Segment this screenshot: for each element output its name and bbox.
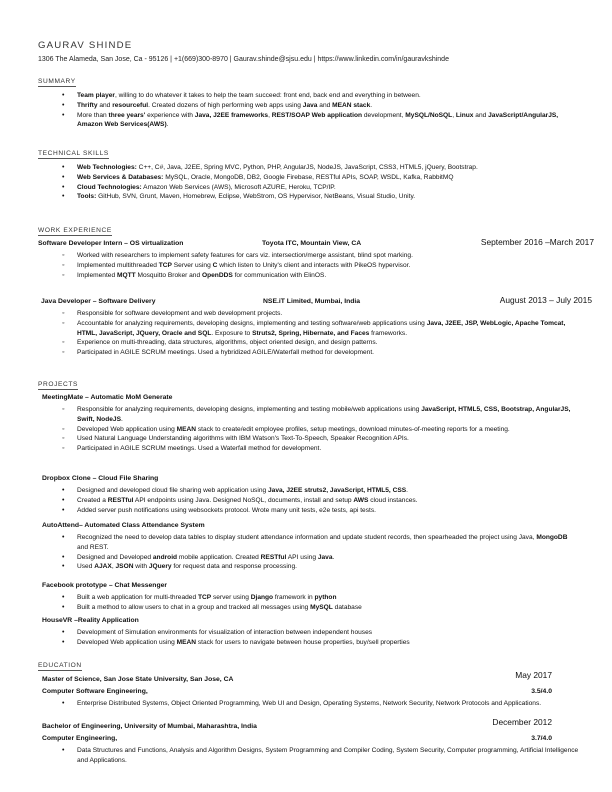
degree-major: Computer Engineering,	[42, 735, 118, 742]
project-bullets	[60, 593, 580, 613]
text-segment: and	[317, 101, 333, 109]
bold-segment: Team player	[77, 92, 115, 99]
project-title: AutoAttend– Automated Class Attendance System	[42, 522, 205, 529]
text-segment: stack for users to navigate between house properties, buy/sell properties	[196, 638, 410, 646]
job-company: Toyota ITC, Mountain View, CA	[262, 240, 362, 247]
text-segment: which listen to Unity's client and interacts with PikeOS hypervisor.	[217, 261, 411, 269]
text-segment: mobile application. Created	[177, 553, 261, 561]
bold-segment: MySQL	[310, 603, 333, 611]
summary-item	[60, 111, 580, 131]
project-item	[60, 603, 580, 613]
degree-major: Computer Software Engineering,	[42, 688, 148, 695]
degree-gpa: 3.7/4.0	[531, 735, 552, 742]
project-item	[60, 593, 580, 603]
text-segment: database	[332, 603, 362, 611]
bold-segment: JSON	[115, 563, 134, 571]
bold-segment: Java, J2EE struts2, JavaScript, HTML5, CSS	[267, 487, 407, 494]
text-segment: Used	[77, 563, 95, 571]
project-item	[60, 638, 580, 648]
project-item	[60, 434, 580, 444]
text-segment: framework in	[273, 594, 315, 601]
skill-text: GitHub, SVN, Grunt, Maven, Homebrew, Eclipse, WebStrom, OS Hypervisor, NetBeans, Visual Studio, Unity.	[96, 193, 416, 201]
text-segment: Designed and developed cloud file sharing web application using	[77, 487, 268, 494]
text-segment: Built a web application for multi-threaded	[77, 594, 198, 601]
bold-segment: Linux	[455, 111, 474, 119]
degree-date: December 2012	[492, 717, 552, 727]
job-duty	[60, 319, 580, 339]
major-row	[42, 735, 552, 742]
coursework-item: • Enterprise Distributed Systems, Object Oriented Programming, Web UI and Design, Operating Systems, Network Security, Network Protocols and Applications.	[60, 699, 580, 709]
bold-segment: Java, J2EE frameworks	[194, 111, 269, 119]
text-segment: Implemented	[77, 271, 117, 279]
degree-gpa: 3.5/4.0	[531, 688, 552, 695]
bold-segment: Java, J2EE, JSP, WebLogic, Apache Tomcat, HTML, JavaScript, JQuery, Oracle and SQL	[77, 319, 566, 337]
project-bullets	[60, 628, 580, 648]
project-item	[60, 562, 580, 572]
bold-segment: MEAN stack	[332, 101, 371, 109]
skill-text: Amazon Web Services (AWS), Microsoft AZURE, Heroku, TCP/IP.	[141, 183, 336, 191]
bold-segment: RESTful	[107, 496, 134, 504]
text-segment: Worked with researchers to implement safety features for cars viz. intersection/merge assistant, blind spot marking.	[77, 252, 413, 259]
text-segment: Mosquitto Broker and	[135, 271, 202, 279]
text-segment: Participated in AGILE SCRUM meetings. Used a hybridized AGILE/Waterfall method for development.	[77, 349, 374, 357]
degree-name: Bachelor of Engineering, University of Mumbai, Maharashtra, India	[42, 723, 257, 730]
summary-item	[60, 91, 580, 101]
bold-segment: MEAN	[176, 425, 197, 433]
job-date: August 2013 – July 2015	[499, 295, 592, 305]
job-duties	[60, 251, 580, 280]
contact-line: 1306 The Alameda, San Jose, Ca - 95126 | +1(669)300-8970 | Gaurav.shinde@sjsu.edu | https://www.linkedin.com/in/gauravkshinde	[38, 56, 449, 63]
job-company: NSE.iT Limited, Mumbai, India	[263, 298, 361, 305]
project-title: MeetingMate – Automatic MoM Generate	[42, 394, 173, 401]
bold-segment: AWS	[353, 496, 369, 504]
bold-segment: MongoDB	[536, 534, 568, 541]
text-segment: and REST.	[77, 543, 109, 551]
text-segment: Implemented multithreaded	[77, 261, 159, 269]
project-title: HouseVR –Reality Application	[42, 617, 139, 624]
text-segment: Server using	[171, 261, 213, 269]
job-duty	[60, 338, 580, 348]
project-item	[60, 444, 580, 454]
text-segment: Added server push notifications using websockets protocol. Wrote many unit tests, e2e tests, api tests.	[77, 506, 376, 514]
skill-label: Web Technologies:	[77, 164, 137, 171]
job-duty	[60, 348, 580, 358]
bold-segment: Java	[317, 553, 333, 561]
text-segment: ,	[268, 111, 272, 119]
coursework-list	[60, 699, 580, 709]
text-segment: frameworks.	[369, 329, 408, 337]
text-segment: for communication with ElinOS.	[232, 271, 327, 279]
job-duty	[60, 309, 580, 319]
skill-text: MySQL, Oracle, MongoDB, DB2, Google Firebase, RESTful APIs, SOAP, WSDL, Kafka, RabbitMQ	[163, 173, 454, 181]
project-item	[60, 506, 580, 516]
bold-segment: TCP	[158, 261, 172, 269]
skill-item	[60, 183, 580, 193]
bold-segment: OpenDDS	[201, 271, 233, 279]
project-item	[60, 553, 580, 563]
job-duties	[60, 309, 580, 358]
text-segment: , willing to do whatever it takes to help the team succeed: front end, back end and everything in between.	[115, 92, 421, 99]
text-segment: and	[97, 101, 113, 109]
bold-segment: MQTT	[116, 271, 136, 279]
bold-segment: Struts2, Spring, Hibernate, and Faces	[252, 329, 370, 337]
text-segment: Responsible for software development and web development projects.	[77, 310, 283, 317]
degree-name: Master of Science, San Jose State University, San Jose, CA	[42, 676, 234, 683]
text-segment: Accountable for analyzing requirements, developing designs, implementing and testing software/web applications using	[77, 319, 427, 327]
bold-segment: MySQL/NoSQL	[405, 111, 453, 119]
section-title-skills: TECHNICAL SKILLS	[38, 150, 109, 157]
bold-segment: TCP	[197, 594, 212, 601]
bold-segment: REST/SOAP Web application	[271, 111, 363, 119]
text-segment: .	[370, 101, 373, 109]
text-segment: ,	[111, 563, 116, 571]
text-segment: API using	[286, 553, 318, 561]
project-title: Facebook prototype – Chat Messenger	[42, 582, 168, 589]
text-segment: More than	[77, 111, 109, 119]
text-segment: . Exposure to	[211, 329, 253, 337]
text-segment: Developed Web application using	[77, 425, 177, 433]
bold-segment: JQuery	[148, 563, 172, 571]
bold-segment: MEAN	[176, 638, 197, 646]
text-segment: Development of Simulation environments for visualization of interaction between independent houses	[77, 629, 373, 636]
skill-label: Tools:	[77, 193, 97, 201]
bold-segment: three years'	[108, 111, 146, 119]
text-segment: stack to create/edit employee profiles, setup meetings, download minutes-of-meeting reports for a meeting.	[196, 425, 510, 433]
skill-item	[60, 173, 580, 183]
skills-list	[60, 163, 580, 202]
text-segment: experience with	[145, 111, 195, 119]
skill-item	[60, 163, 580, 173]
bold-segment: C	[212, 261, 218, 269]
candidate-name: GAURAV SHINDE	[38, 40, 133, 51]
job-role: Java Developer – Software Delivery	[41, 298, 156, 305]
text-segment: Built a method to allow users to chat in a group and tracked all messages using	[77, 603, 311, 611]
text-segment: ,	[452, 111, 456, 119]
skill-label: Web Services & Databases:	[77, 173, 164, 181]
job-duty	[60, 271, 580, 281]
project-title: Dropbox Clone – Cloud File Sharing	[42, 475, 159, 482]
coursework-list	[60, 746, 580, 766]
text-segment: cloud instances.	[368, 496, 418, 504]
skill-text: C++, C#, Java, J2EE, Spring MVC, Python, PHP, AngularJS, NodeJS, JavaScript, CSS3, HTML5, jQuery, Bootstrap.	[136, 164, 478, 171]
job-date: September 2016 –March 2017	[480, 237, 594, 247]
text-segment: . Created dozens of high performing web apps using	[148, 101, 303, 109]
job-role: Software Developer Intern – OS virtualization	[38, 240, 184, 247]
coursework-item: • Data Structures and Functions, Analysis and Algorithm Designs, System Programming and Compiler Coding, System Security, Computer programming, Artificial Intelligence and Applications.	[60, 746, 580, 766]
skill-label: Cloud Technologies:	[77, 183, 142, 191]
degree-row	[42, 670, 552, 683]
text-segment: for request data and response processing.	[171, 563, 297, 571]
job-duty	[60, 251, 580, 261]
bold-segment: JavaScript, HTML5, CSS, Bootstrap, AngularJS, Swift, NodeJS	[77, 406, 571, 423]
project-item	[60, 628, 580, 638]
text-segment: server using	[211, 594, 251, 601]
text-segment: Developed Web application using	[77, 638, 177, 646]
text-segment: .	[120, 415, 123, 423]
text-segment: Responsible for analyzing requirements, developing designs, implementing and testing mobile/web applications using	[77, 406, 422, 413]
summary-list	[60, 91, 580, 130]
skill-item	[60, 192, 580, 202]
major-row	[42, 688, 552, 695]
text-segment: development,	[362, 111, 406, 119]
text-segment: Participated in AGILE SCRUM meetings. Used a Waterfall method for development.	[77, 445, 322, 453]
project-item	[60, 425, 580, 435]
text-segment: Recognized the need to develop data tables to display student attendance information and update student records, then spearheaded the project using Java,	[77, 534, 537, 541]
bold-segment: AJAX	[94, 563, 112, 571]
project-bullets	[60, 405, 580, 454]
degree-row	[42, 717, 552, 730]
text-segment: .	[406, 487, 408, 494]
project-bullets	[60, 533, 580, 572]
text-segment: with	[133, 563, 149, 571]
summary-item	[60, 101, 580, 111]
project-item	[60, 405, 580, 425]
text-segment: .	[332, 553, 335, 561]
job-header	[38, 237, 594, 247]
project-bullets	[60, 486, 580, 515]
section-title-education: EDUCATION	[38, 662, 82, 669]
bold-segment: resourceful	[112, 101, 149, 109]
bold-segment: Thrifty	[77, 101, 98, 109]
job-duty	[60, 261, 580, 271]
text-segment: Experience on multi-threading, data structures, algorithms, object oriented design, and design patterns.	[77, 339, 378, 347]
section-title-summary: SUMMARY	[38, 78, 76, 85]
text-segment: .	[166, 121, 169, 129]
degree-date: May 2017	[515, 670, 552, 680]
text-segment: Designed and Developed	[77, 553, 153, 561]
bold-segment: python	[314, 594, 337, 601]
project-item	[60, 496, 580, 506]
bold-segment: Django	[250, 594, 274, 601]
project-item	[60, 533, 580, 553]
section-title-projects: PROJECTS	[38, 381, 78, 388]
text-segment: and	[473, 111, 489, 119]
job-header	[38, 295, 594, 305]
bold-segment: JavaScript/AngularJS, Amazon Web Services(AWS)	[77, 111, 559, 129]
project-item	[60, 486, 580, 496]
bold-segment: Java	[302, 101, 318, 109]
bold-segment: RESTful	[260, 553, 287, 561]
bold-segment: android	[152, 553, 178, 561]
text-segment: API endpoints using Java. Designed NoSQL, documents, install and setup	[133, 496, 354, 504]
text-segment: Created a	[77, 496, 108, 504]
text-segment: Used Natural Language Understanding algorithms with IBM Watson's Text-To-Speech, Speaker Recognition APIs.	[77, 435, 409, 443]
section-title-experience: WORK EXPERIENCE	[38, 227, 112, 234]
